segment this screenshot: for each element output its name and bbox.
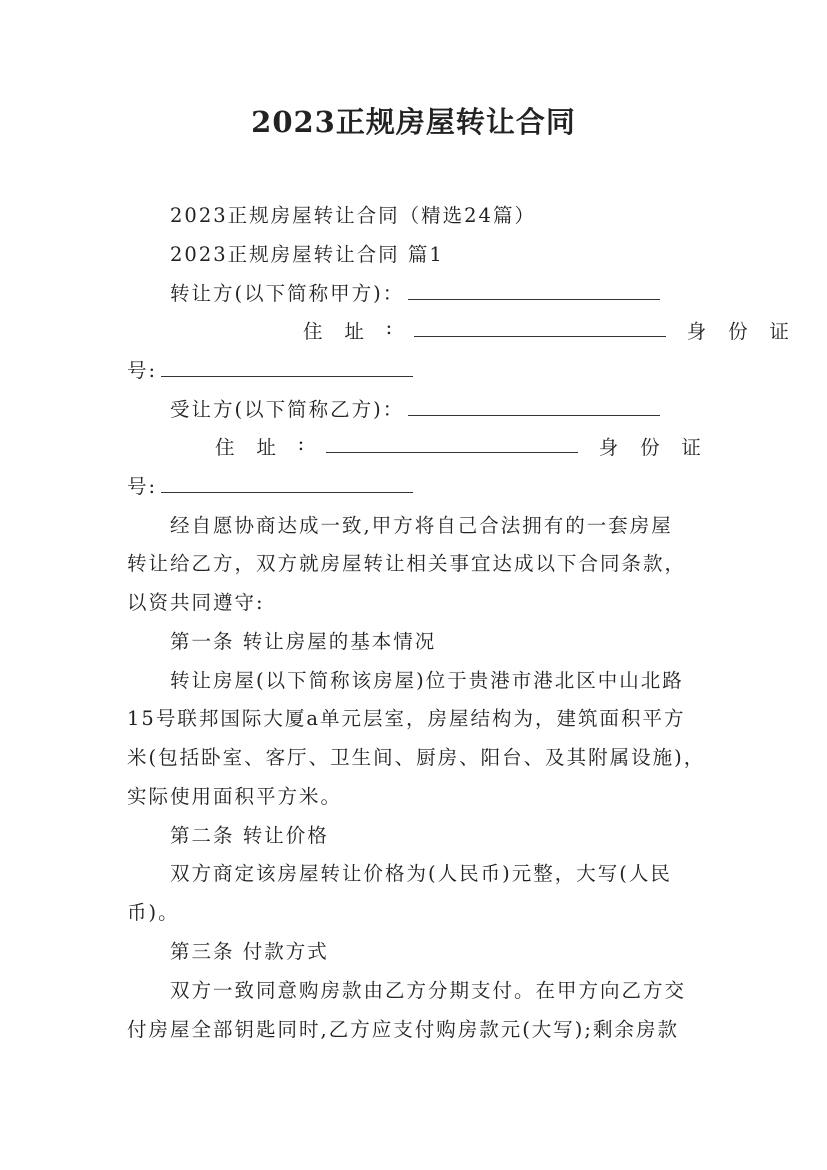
document-title: 2023正规房屋转让合同 <box>251 105 576 139</box>
transferee-name-blank <box>408 395 660 416</box>
id-label-char-3: 证 <box>681 436 702 459</box>
intro-line-3: 以资共同遵守: <box>127 591 265 614</box>
article2-heading: 第二条 转让价格 <box>170 824 329 847</box>
article1-line-2: 15号联邦国际大厦a单元层室，房屋结构为，建筑面积平方 <box>127 707 686 730</box>
article1-line-4: 实际使用面积平方米。 <box>127 785 343 808</box>
transferee-address-line <box>215 432 702 460</box>
id-label-tail: 号: <box>127 359 158 382</box>
transferor-address-blank <box>414 316 666 337</box>
id-label-tail: 号: <box>127 475 158 498</box>
id-label-char-2: 份 <box>728 320 749 343</box>
transferor-label: 转让方(以下简称甲方)： <box>170 282 405 305</box>
transferee-id-line <box>127 471 413 499</box>
article1-heading: 第一条 转让房屋的基本情况 <box>170 630 437 653</box>
document-subtitle: 2023正规房屋转让合同（精选24篇） <box>170 204 536 227</box>
transferee-id-blank <box>161 472 413 493</box>
transferee-address-blank <box>326 432 578 453</box>
part-heading: 2023正规房屋转让合同 篇1 <box>170 243 444 266</box>
article3-line-1: 双方一致同意购房款由乙方分期支付。在甲方向乙方交 <box>170 979 687 1002</box>
article1-line-1: 转让房屋(以下简称该房屋)位于贵港市港北区中山北路 <box>170 669 684 692</box>
transferor-line <box>170 278 660 306</box>
address-label-char-3: : <box>297 432 306 455</box>
id-label-char-3: 证 <box>769 320 790 343</box>
article1-line-3: 米(包括卧室、客厅、卫生间、厨房、阳台、及其附属设施)， <box>127 746 706 769</box>
transferor-name-blank <box>408 279 660 300</box>
article3-heading: 第三条 付款方式 <box>170 940 329 963</box>
transferor-id-blank <box>161 356 413 377</box>
article3-line-2: 付房屋全部钥匙同时,乙方应支付购房款元(大写);剩余房款 <box>127 1018 679 1041</box>
id-label-char-1: 身 <box>686 320 708 343</box>
transferor-address-line <box>215 316 790 344</box>
address-label-char-2: 址 <box>256 436 277 459</box>
id-label-char-1: 身 <box>598 436 620 459</box>
article2-line-1: 双方商定该房屋转让价格为(人民币)元整，大写(人民 <box>170 862 672 885</box>
address-label-char-1: 住 <box>215 436 236 459</box>
transferee-line <box>170 394 660 422</box>
transferor-id-line <box>127 355 413 383</box>
intro-line-2: 转让给乙方，双方就房屋转让相关事宜达成以下合同条款， <box>127 552 687 575</box>
transferee-label: 受让方(以下简称乙方)： <box>170 398 405 421</box>
address-label-char-1: 住 <box>303 320 324 343</box>
id-label-char-2: 份 <box>640 436 661 459</box>
intro-line-1: 经自愿协商达成一致,甲方将自己合法拥有的一套房屋 <box>170 514 673 537</box>
address-label-char-3: : <box>385 316 394 339</box>
address-label-char-2: 址 <box>344 320 365 343</box>
article2-line-2: 币)。 <box>127 901 180 924</box>
